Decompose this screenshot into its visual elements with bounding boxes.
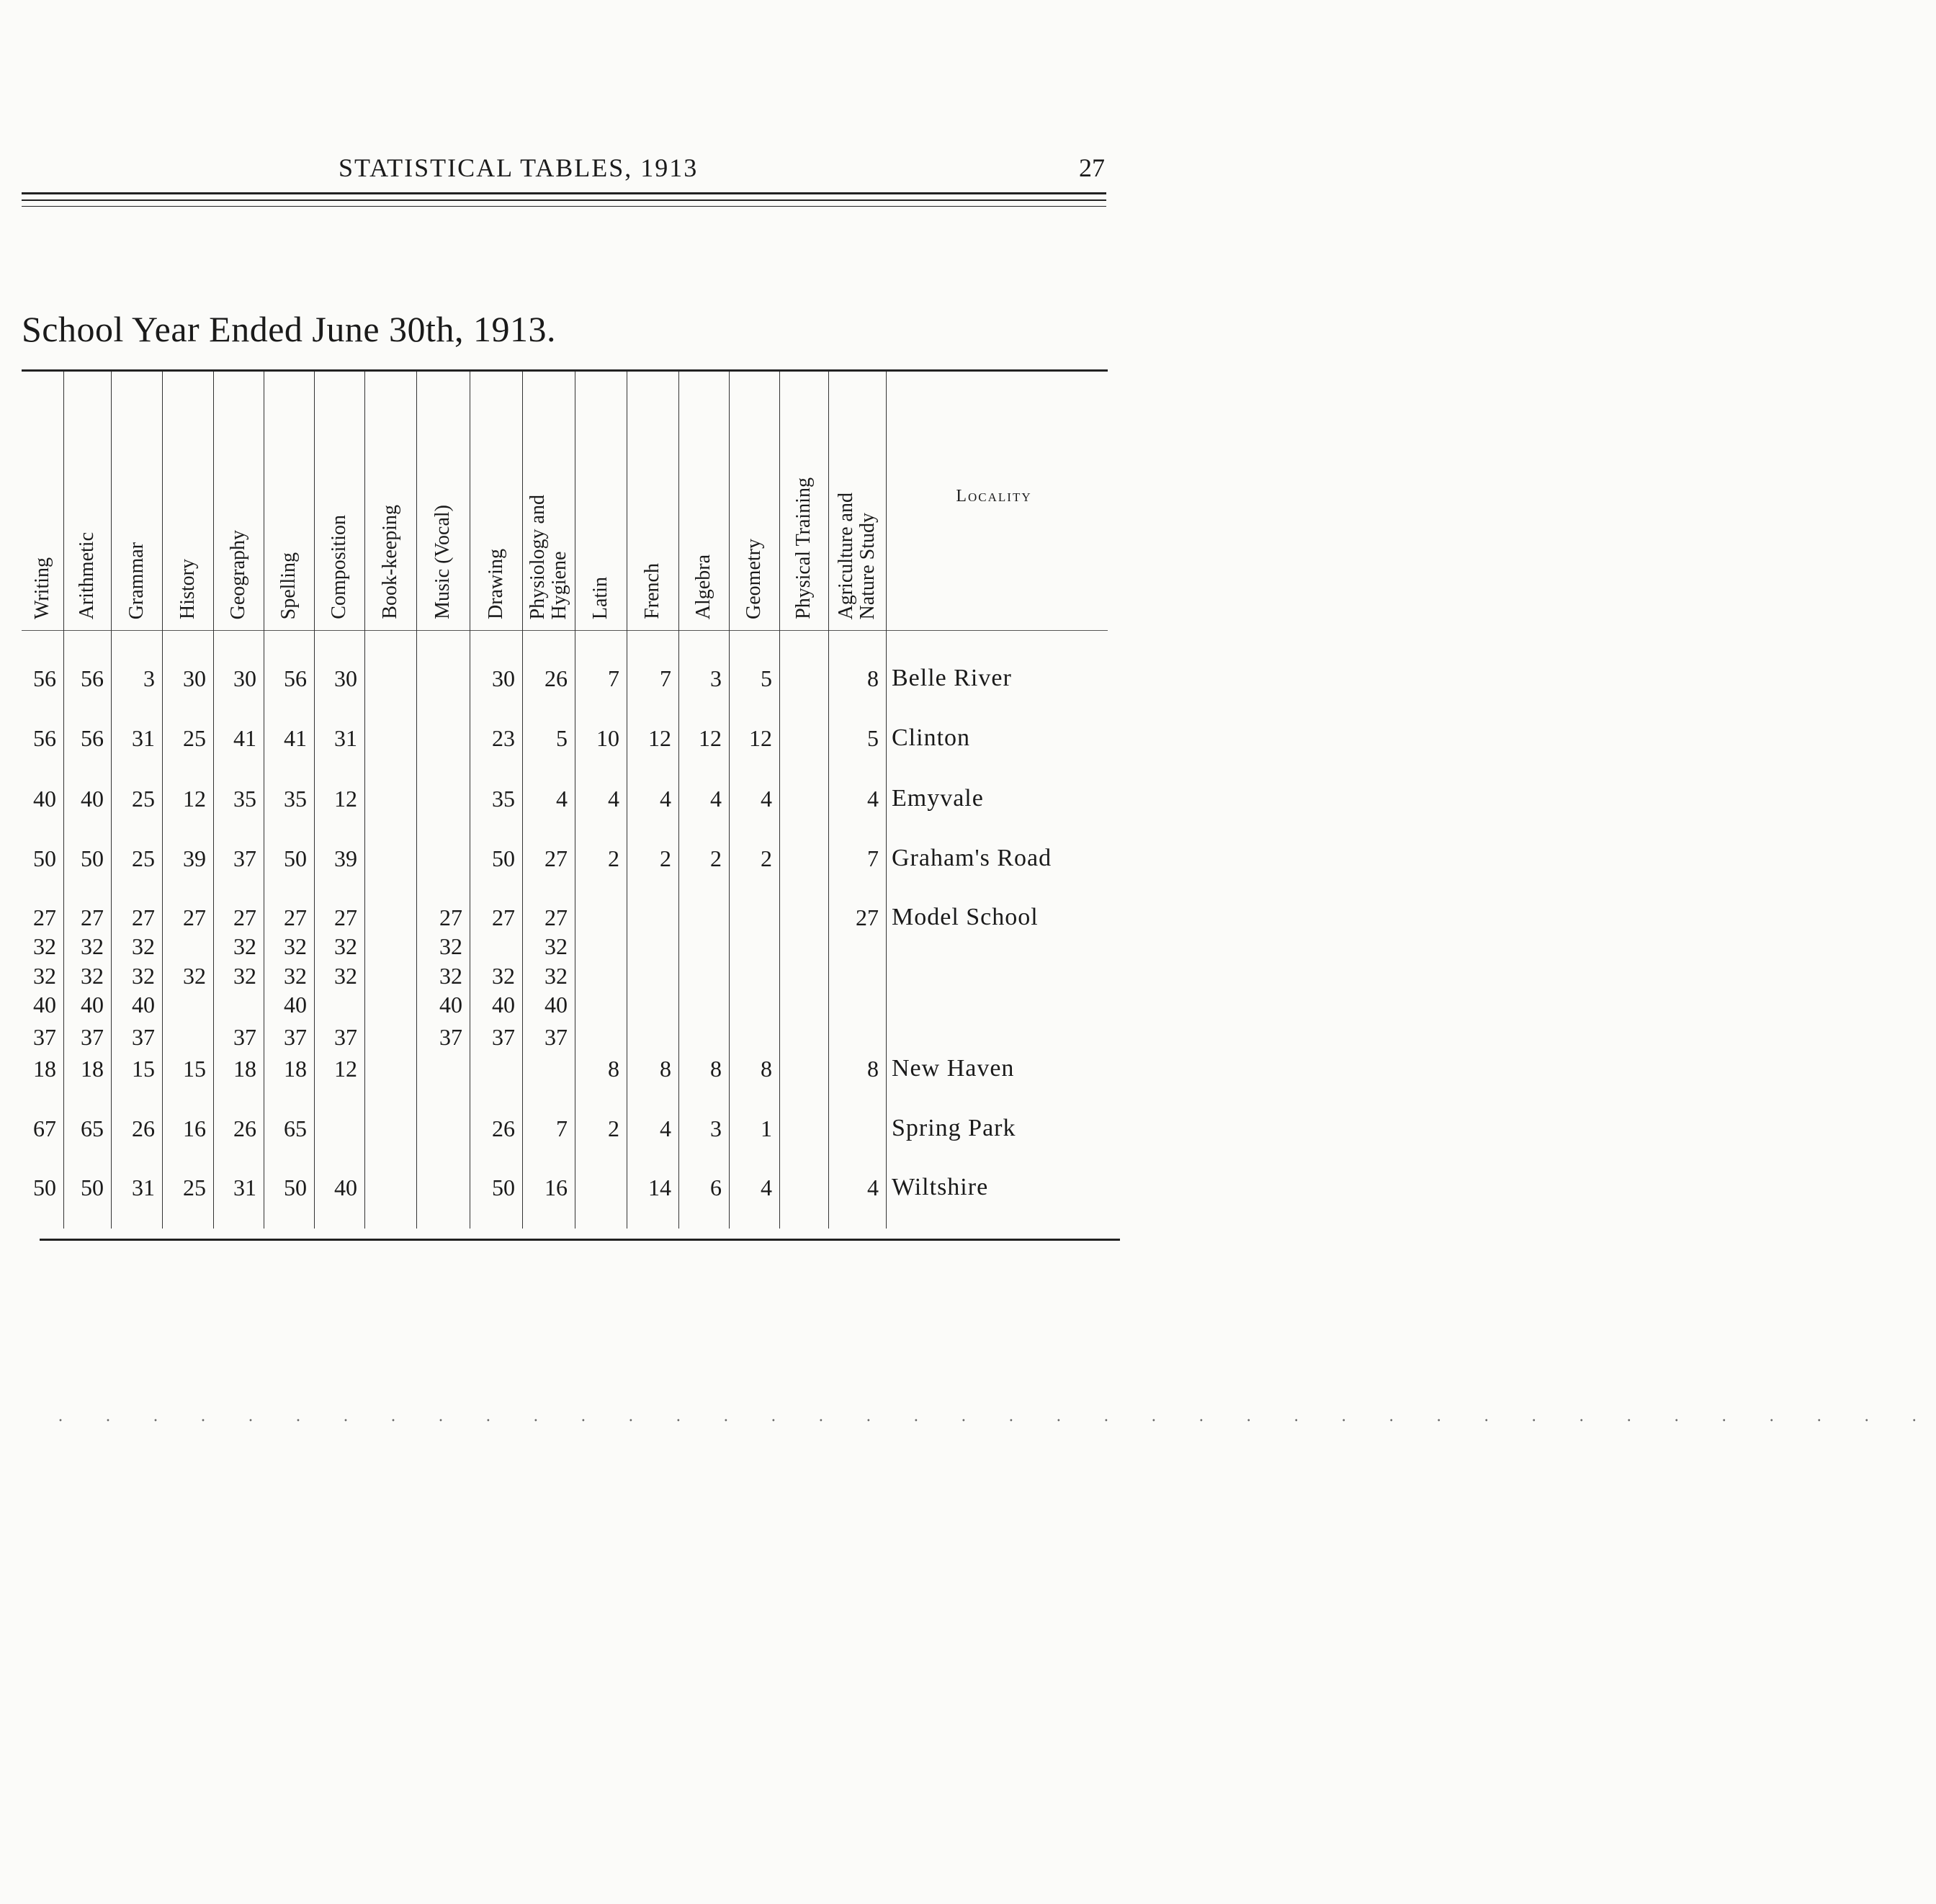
table-cell (779, 1021, 828, 1053)
table-cell: 25 (183, 725, 206, 751)
table-cell: 4 (660, 786, 671, 812)
page-number: 27 (1079, 153, 1105, 182)
table-cell: 16 (544, 1175, 568, 1200)
locality-name: Wiltshire (892, 1174, 989, 1200)
table-cell: 50 (81, 1175, 104, 1200)
table-cell: 32 (284, 963, 307, 989)
table-cell (627, 902, 678, 933)
table-cell (575, 930, 627, 962)
table-cell: 32 (334, 963, 357, 989)
table-cell: 27 (544, 904, 568, 930)
table-cell: 37 (132, 1024, 155, 1050)
table-cell: 3 (710, 1115, 722, 1141)
table-cell: 50 (492, 1175, 515, 1200)
table-cell (779, 1053, 828, 1085)
table-cell (729, 960, 779, 992)
table-row (0, 1021, 1214, 1053)
table-cell: 32 (132, 933, 155, 959)
table-cell (678, 930, 729, 962)
table-cell: 65 (284, 1115, 307, 1141)
table-cell: 37 (544, 1024, 568, 1050)
table-cell: 40 (81, 786, 104, 812)
table-cell: 32 (233, 963, 256, 989)
locality-name: New Haven (892, 1055, 1015, 1082)
table-cell: 32 (81, 963, 104, 989)
table-row (0, 843, 1214, 874)
table-cell: 31 (132, 725, 155, 751)
locality-column-header: Locality (956, 487, 1032, 506)
table-cell (575, 902, 627, 933)
table-cell: 30 (492, 665, 515, 691)
table-cell: 27 (81, 904, 104, 930)
table-cell: 10 (596, 725, 619, 751)
table-cell (364, 989, 416, 1020)
table-cell: 50 (284, 1175, 307, 1200)
table-cell (364, 960, 416, 992)
table-cell: 40 (544, 992, 568, 1018)
table-cell (416, 783, 470, 814)
table-cell: 5 (867, 725, 879, 751)
table-cell: 40 (284, 992, 307, 1018)
table-cell (416, 1113, 470, 1144)
table-cell: 39 (334, 845, 357, 871)
table-cell: 40 (33, 992, 56, 1018)
locality-name: Model School (892, 904, 1039, 930)
table-cell: 50 (81, 845, 104, 871)
column-header (22, 403, 63, 619)
table-cell: 8 (710, 1056, 722, 1082)
table-cell: 25 (132, 845, 155, 871)
column-header-label: History (176, 559, 199, 619)
table-cell: 18 (284, 1056, 307, 1082)
table-cell: 3 (710, 665, 722, 691)
table-cell: 37 (284, 1024, 307, 1050)
table-cell: 27 (439, 904, 462, 930)
running-head (0, 153, 1214, 189)
table-cell: 37 (81, 1024, 104, 1050)
table-cell: 40 (439, 992, 462, 1018)
table-cell (627, 960, 678, 992)
table-cell (213, 989, 264, 1020)
table-cell (779, 1172, 828, 1203)
locality-name: Graham's Road (892, 845, 1052, 871)
table-cell: 8 (660, 1056, 671, 1082)
table-cell: 18 (33, 1056, 56, 1082)
table-cell: 26 (544, 665, 568, 691)
column-header (111, 403, 162, 619)
column-header-label: Arithmetic (76, 531, 98, 619)
table-cell (364, 930, 416, 962)
table-row (0, 902, 1214, 933)
table-cell: 50 (33, 1175, 56, 1200)
table-cell: 32 (544, 963, 568, 989)
table-cell: 1 (761, 1115, 772, 1141)
table-cell: 37 (334, 1024, 357, 1050)
table-cell (416, 663, 470, 694)
table-cell (627, 989, 678, 1020)
table-cell: 4 (761, 786, 772, 812)
table-cell (364, 722, 416, 754)
table-cell: 32 (334, 933, 357, 959)
column-header (162, 403, 213, 619)
table-cell: 31 (132, 1175, 155, 1200)
table-cell (162, 930, 213, 962)
table-cell (779, 783, 828, 814)
table-cell (364, 663, 416, 694)
table-cell: 31 (334, 725, 357, 751)
table-cell: 26 (492, 1115, 515, 1141)
column-header (678, 403, 729, 619)
table-cell: 18 (81, 1056, 104, 1082)
table-row (0, 783, 1214, 814)
column-header-label: Writing (31, 557, 53, 619)
table-cell: 5 (556, 725, 568, 751)
table-cell: 37 (233, 845, 256, 871)
table-cell (779, 1113, 828, 1144)
column-header (213, 403, 264, 619)
table-cell (828, 960, 886, 992)
table-cell: 41 (233, 725, 256, 751)
table-cell: 4 (710, 786, 722, 812)
table-cell: 25 (132, 786, 155, 812)
table-cell: 26 (233, 1115, 256, 1141)
column-header (63, 403, 111, 619)
table-cell: 27 (233, 904, 256, 930)
table-cell: 39 (183, 845, 206, 871)
column-header-label: Physiology and Hygiene (526, 494, 570, 619)
column-header-label: Grammar (125, 542, 148, 619)
table-cell: 2 (710, 845, 722, 871)
table-cell: 2 (761, 845, 772, 871)
table-cell (779, 902, 828, 933)
table-cell (678, 960, 729, 992)
table-cell (779, 663, 828, 694)
table-cell: 8 (608, 1056, 619, 1082)
table-cell (828, 989, 886, 1020)
column-header (364, 403, 416, 619)
column-header (627, 403, 678, 619)
table-cell: 26 (132, 1115, 155, 1141)
column-header-label: Drawing (484, 549, 507, 619)
table-cell: 12 (749, 725, 772, 751)
table-cell: 4 (660, 1115, 671, 1141)
table-row (0, 1053, 1214, 1085)
table-cell (470, 930, 522, 962)
column-header-label: Latin (589, 576, 611, 619)
table-cell: 32 (284, 933, 307, 959)
table-cell (729, 989, 779, 1020)
table-title: School Year Ended June 30th, 1913. (22, 309, 556, 349)
table-cell: 37 (233, 1024, 256, 1050)
column-header (729, 403, 779, 619)
table-cell: 27 (183, 904, 206, 930)
table-cell: 32 (233, 933, 256, 959)
column-header-label: Physical Training (792, 477, 815, 619)
table-cell: 27 (544, 845, 568, 871)
table-cell (575, 960, 627, 992)
column-header-label: Book-keeping (379, 505, 401, 619)
running-title: STATISTICAL TABLES, 1913 (339, 153, 699, 182)
table-cell: 5 (761, 665, 772, 691)
column-header (470, 403, 522, 619)
table-cell: 65 (81, 1115, 104, 1141)
table-cell: 12 (183, 786, 206, 812)
table-cell: 3 (143, 665, 155, 691)
column-header-label: French (641, 563, 663, 619)
table-cell: 50 (492, 845, 515, 871)
table-cell: 12 (334, 1056, 357, 1082)
table-cell: 8 (867, 1056, 879, 1082)
table-cell: 27 (334, 904, 357, 930)
table-cell: 7 (660, 665, 671, 691)
table-cell (162, 1021, 213, 1053)
table-cell (522, 1053, 575, 1085)
table-cell: 8 (867, 665, 879, 691)
table-cell: 40 (81, 992, 104, 1018)
header-rule (22, 206, 1106, 207)
table-cell: 2 (608, 845, 619, 871)
table-cell: 40 (132, 992, 155, 1018)
table-cell: 35 (284, 786, 307, 812)
table-cell: 12 (648, 725, 671, 751)
table-cell (729, 902, 779, 933)
locality-name: Clinton (892, 724, 971, 751)
table-cell: 30 (334, 665, 357, 691)
table-cell (364, 1172, 416, 1203)
table-row (0, 663, 1214, 694)
table-cell: 40 (33, 786, 56, 812)
column-header-label: Algebra (692, 554, 714, 619)
table-row (0, 722, 1214, 754)
column-header-label: Agriculture and Nature Study (835, 492, 879, 619)
table-cell: 30 (233, 665, 256, 691)
table-cell: 32 (439, 963, 462, 989)
table-cell: 40 (492, 992, 515, 1018)
table-cell (779, 722, 828, 754)
table-cell (678, 1021, 729, 1053)
table-row (0, 989, 1214, 1020)
table-cell (678, 989, 729, 1020)
table-cell: 27 (492, 904, 515, 930)
column-header-label: Composition (328, 515, 350, 619)
table-cell: 27 (132, 904, 155, 930)
table-cell (828, 1113, 886, 1144)
table-cell: 32 (492, 963, 515, 989)
header-rule (22, 199, 1106, 201)
table-cell: 27 (284, 904, 307, 930)
table-cell: 12 (334, 786, 357, 812)
table-cell (364, 1021, 416, 1053)
table-cell (364, 902, 416, 933)
table-cell: 27 (856, 904, 879, 930)
table-cell: 8 (761, 1056, 772, 1082)
column-header (828, 403, 886, 619)
table-cell: 32 (33, 933, 56, 959)
table-cell (416, 1172, 470, 1203)
table-row (0, 1172, 1214, 1203)
table-cell: 4 (867, 786, 879, 812)
table-cell (364, 783, 416, 814)
table-cell: 35 (492, 786, 515, 812)
table-cell: 32 (544, 933, 568, 959)
table-cell: 35 (233, 786, 256, 812)
table-cell: 15 (183, 1056, 206, 1082)
table-cell: 4 (608, 786, 619, 812)
locality-name: Belle River (892, 665, 1012, 691)
dotted-leader: · · · · · · · · · · · · · · · · · · · · · · · · · · · · · · · · · · · · · · · · (58, 1411, 1936, 1430)
table-row (0, 1113, 1214, 1144)
table-cell (364, 1113, 416, 1144)
table-cell: 56 (33, 665, 56, 691)
table-bottom-rule (40, 1239, 1120, 1241)
table-cell: 15 (132, 1056, 155, 1082)
header-rule (22, 192, 1106, 194)
table-row (0, 960, 1214, 992)
table-cell (729, 930, 779, 962)
table-cell: 4 (556, 786, 568, 812)
table-cell: 56 (284, 665, 307, 691)
table-cell (779, 989, 828, 1020)
table-cell (575, 1172, 627, 1203)
locality-name: Spring Park (892, 1115, 1016, 1141)
table-cell (828, 930, 886, 962)
table-cell: 56 (81, 665, 104, 691)
locality-name: Emyvale (892, 785, 984, 812)
table-cell: 40 (334, 1175, 357, 1200)
column-header (264, 403, 314, 619)
table-cell (364, 843, 416, 874)
table-cell: 16 (183, 1115, 206, 1141)
table-cell (470, 1053, 522, 1085)
table-cell: 56 (33, 725, 56, 751)
table-cell (627, 1021, 678, 1053)
table-cell (828, 1021, 886, 1053)
column-header (314, 403, 364, 619)
column-header-label: Spelling (277, 552, 300, 619)
table-cell: 7 (608, 665, 619, 691)
table-cell: 32 (81, 933, 104, 959)
table-cell: 32 (132, 963, 155, 989)
table-cell: 41 (284, 725, 307, 751)
table-cell: 23 (492, 725, 515, 751)
table-cell: 37 (439, 1024, 462, 1050)
table-cell (314, 989, 364, 1020)
table-row (0, 930, 1214, 962)
table-cell: 50 (284, 845, 307, 871)
column-header (779, 403, 828, 619)
table-top-rule (22, 369, 1108, 372)
table-cell (314, 1113, 364, 1144)
column-header-label: Geometry (743, 539, 765, 619)
table-cell: 4 (867, 1175, 879, 1200)
table-cell: 12 (699, 725, 722, 751)
table-cell (779, 843, 828, 874)
table-cell: 4 (761, 1175, 772, 1200)
table-cell: 18 (233, 1056, 256, 1082)
table-cell: 37 (33, 1024, 56, 1050)
table-cell: 6 (710, 1175, 722, 1200)
table-cell (729, 1021, 779, 1053)
table-cell (678, 902, 729, 933)
table-cell (416, 722, 470, 754)
table-cell (416, 1053, 470, 1085)
table-cell: 30 (183, 665, 206, 691)
table-cell: 67 (33, 1115, 56, 1141)
table-cell (575, 989, 627, 1020)
table-cell (575, 1021, 627, 1053)
table-cell: 32 (439, 933, 462, 959)
table-cell (416, 843, 470, 874)
table-cell: 14 (648, 1175, 671, 1200)
column-header (575, 403, 627, 619)
table-cell (162, 989, 213, 1020)
table-cell: 50 (33, 845, 56, 871)
table-cell (364, 1053, 416, 1085)
column-header (416, 403, 470, 619)
table-cell: 37 (492, 1024, 515, 1050)
table-cell (627, 930, 678, 962)
table-cell: 32 (33, 963, 56, 989)
table-cell: 27 (33, 904, 56, 930)
column-header (522, 403, 575, 619)
table-cell (779, 930, 828, 962)
table-cell: 31 (233, 1175, 256, 1200)
column-header-label: Geography (227, 529, 249, 619)
table-cell: 7 (867, 845, 879, 871)
table-cell: 2 (608, 1115, 619, 1141)
table-cell: 7 (556, 1115, 568, 1141)
table-cell (779, 960, 828, 992)
table-cell: 32 (183, 963, 206, 989)
table-cell: 56 (81, 725, 104, 751)
table-cell: 25 (183, 1175, 206, 1200)
table-cell: 2 (660, 845, 671, 871)
column-header-label: Music (Vocal) (431, 505, 454, 619)
header-bottom-rule (22, 630, 1108, 631)
